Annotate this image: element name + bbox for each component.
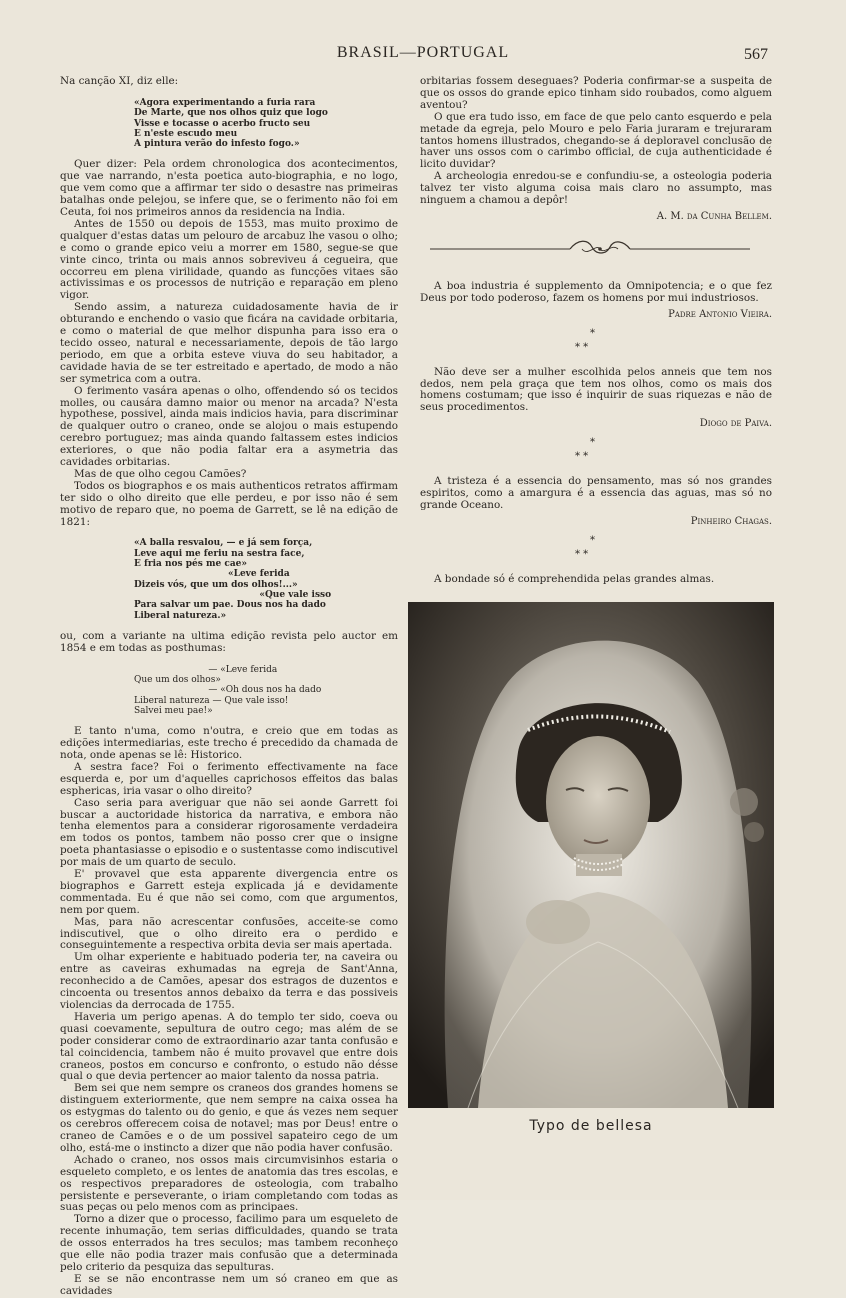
poem-garrett-1854 <box>134 665 398 716</box>
paragraph: A archeologia enredou-se e confundiu-se, a osteologia poderia talvez ter visto alguma coisa mais claro no assumpto, mas ninguem a chamou a depôr! <box>420 170 772 207</box>
paragraph: Todos os biographos e os mais authenticos retratos affirmam ter sido o olho direito que elle perdeu, e por isso não é sem motivo de reparo que, no poema de Garrett, se lê na edição de 1821: <box>60 479 398 528</box>
left-column <box>60 75 398 1297</box>
quote-text: A bondade só é comprehendida pelas grandes almas. <box>434 572 715 585</box>
poem-garrett-1821 <box>134 538 398 620</box>
poem-line: Dizeis vós, que um dos olhos!...» <box>134 579 298 590</box>
poem-line: Salvei meu pae!» <box>134 705 213 716</box>
asterism <box>420 534 772 562</box>
quote-text: A boa industria é supplemento da Omnipotencia; e o que fez Deus por todo poderoso, fazem os homens por mui industriosos. <box>420 279 772 304</box>
author-signature: A. M. da Cunha Bellem. <box>656 210 772 222</box>
poem-line: «Leve ferida <box>134 569 290 580</box>
asterism-line: * <box>590 327 595 339</box>
paragraph: Achado o craneo, nos ossos mais circumvisinhos estaria o esqueleto completo, e os lentes de anatomia das tres escolas, e os respectivos preparadores de osteologia, com trabalho persistente e perseverante, o iriam completando com todas as suas peças ou pelo menos com as principaes. <box>60 1153 398 1214</box>
quote-author: Pinheiro Chagas. <box>690 515 772 527</box>
quote-text: Não deve ser a mulher escolhida pelos anneis que tem nos dedos, nem pela graça que tem nos olhos, como os mais dos homens costumam; que isso é inquirir de suas riquezas e não de seus procedimentos. <box>420 365 772 414</box>
poem-cancao-xi <box>134 98 398 149</box>
poem-line: «A balla resvalou, — e já sem força, <box>134 538 313 549</box>
paragraph: E tanto n'uma, como n'outra, e creio que em todas as edições intermediarias, este trecho é precedido da chamada de nota, onde apenas se lê: Historico. <box>60 725 398 761</box>
poem-line: «Agora experimentando a furia rara <box>134 97 316 108</box>
asterism-line: * * <box>575 341 589 353</box>
right-column <box>420 76 772 586</box>
page-title: BRASIL—PORTUGAL <box>336 44 510 61</box>
quote-text: A tristeza é a essencia do pensamento, mas só nos grandes espiritos, como a amargura é a essencia das aguas, mas só no grande Oceano. <box>420 475 772 511</box>
paragraph: A sestra face? Foi o ferimento effectivamente na face esquerda e, por um d'aquelles caprichosos effeitos das balas esphericas, iria vasar o olho direito? <box>60 760 398 797</box>
poem-line: Leve aqui me feriu na sestra face, <box>134 548 305 559</box>
poem-line: A pintura verão do infesto fogo.» <box>134 139 300 150</box>
paragraph: Caso seria para averiguar que não sei aonde Garrett foi buscar a auctoridade historica da narrativa, e embora não tenha elementos para a considerar rigorosamente verdadeira em todos os pontos, tambem não posso crer que o insigne poeta phantasiasse o episodio e o sustentasse como indiscutivel por mais de um quarto de seculo. <box>60 796 398 869</box>
paragraph: Mas de que olho cegou Camões? <box>74 467 247 480</box>
page-number: 567 <box>744 46 768 63</box>
poem-line: Para salvar um pae. Dous nos ha dado <box>134 600 326 611</box>
paragraph: O que era tudo isso, em face de que pelo canto esquerdo e pela metade da egreja, pelo Mouro e pelo Faria juraram e trejuraram tantos homens illustrados, chegando-se á deploravel conclusão de haver uns ossos com o carimbo official, de cuja authenticidade é licito duvidar? <box>420 110 772 171</box>
paragraph: Quer dizer: Pela ordem chronologica dos acontecimentos, que vae narrando, n'esta poetica auto-biographia, e no logo, que vem como que a affirmar ter sido o desastre nas primeiras batalhas onde pelejou, se infere que, se o ferimento não foi em Ceuta, foi nos primeiros annos da residencia na India. <box>60 158 398 219</box>
asterism-line: * * <box>575 548 589 560</box>
poem-line: Liberal natureza — Que vale isso! <box>134 695 289 706</box>
paragraph: E se se não encontrasse nem um só craneo em que as cavidades <box>60 1272 398 1297</box>
asterism <box>420 436 772 464</box>
poem-line: E n'este escudo meu <box>134 128 238 139</box>
ornament-divider <box>420 237 772 261</box>
paragraph: Antes de 1550 ou depois de 1553, mas muito proximo de qualquer d'estas datas um pelouro de arcabuz lhe vasou o olho; e como o grande epico veiu a morrer em 1580, segue-se que vinte cinco, trinta ou mais annos sobreviveu á cegueira, que occorreu em plena virilidade, quando as funcções vitaes são activissimas e os processos de nutrição e reparação em pleno vigor. <box>60 217 398 302</box>
asterism-line: * * <box>575 451 589 463</box>
quote-author: Diogo de Paiva. <box>699 418 772 430</box>
paragraph: Torno a dizer que o processo, facilimo para um esqueleto de recente inhumação, tem serias difficuldades, quando se trata de ossos enterrados ha tres seculos; mas tambem reconheço que elle não podia trazer mais confusão que a determinada pelo criterio da pesquiza das sepulturas. <box>60 1213 398 1273</box>
asterism-line: * <box>590 437 595 449</box>
paragraph: Bem sei que nem sempre os craneos dos grandes homens se distinguem exteriormente, que nem sempre na caixa ossea ha os estygmas do talento ou do genio, e que ás vezes nem sequer os cerebros offerecem coisa de notavel; mas por Deus! entre o craneo de Camões e o de um possivel sapateiro cego de um olho, está-me o instincto a dizer que não podia haver confusão. <box>60 1082 398 1154</box>
asterism-line: * <box>590 534 595 546</box>
paragraph: Mas, para não acrescentar confusões, acceite-se como indiscutivel, que o olho direito era o perdido e conseguintemente a respectiva orbita devia ser mais apertada. <box>60 915 398 952</box>
paragraph: Um olhar experiente e habituado poderia ter, na caveira ou entre as caveiras exhumadas na egreja de Sant'Anna, reconhecido a de Camões, apesar dos estragos de duzentos e cincoenta ou tresentos annos debaixo da terra e das possiveis violencias da derrocada de 1755. <box>60 951 398 1011</box>
poem-line: Liberal natureza.» <box>134 610 227 621</box>
intro-line: Na canção XI, diz elle: <box>60 75 179 87</box>
paragraph: E' provavel que esta apparente divergencia entre os biographos e Garrett esteja explicada já e devidamente commentada. Eu é que não sei como, com que argumentos, nem por quem. <box>60 868 398 916</box>
paragraph: orbitarias fossem deseguaes? Poderia confirmar-se a suspeita de que os ossos do grande epico tinham sido roubados, como alguem aventou? <box>420 75 772 111</box>
asterism <box>420 327 772 355</box>
paragraph: O ferimento vasára apenas o olho, offendendo só os tecidos molles, ou causára damno maior ou menor na arcada? N'esta hypothese, possivel, ainda mais indicios havia, para discriminar de qualquer outro o craneo, onde se alojou o mais estupendo cerebro portuguez; mas ainda quando faltassem estes indicios exteriores, o que não podia faltar era a asymetria das cavidades orbitarias. <box>60 384 398 469</box>
portrait-photo <box>408 602 774 1108</box>
poem-line: Visse e tocasse o acerbo fructo seu <box>134 118 311 129</box>
paragraph: Sendo assim, a natureza cuidadosamente havia de ir obturando e enchendo o vasio que ficára na cavidade orbitaria, e como o material de que melhor dispunha para isso era o tecido osseo, natural e necessariamente, depois de tão largo periodo, em que a orbita esteve viuva do seu habitador, a cavidade havia de se ter estreitado e apertado, de modo a não ser symetrica com a outra. <box>60 301 398 385</box>
poem-line: — «Oh dous nos ha dado <box>134 685 322 696</box>
paragraph: Haveria um perigo apenas. A do templo ter sido, coeva ou quasi coevamente, sepultura de outro cego; mas além de se poder considerar como de extraordinario azar tanta confusão e tal coincidencia, tambem não é muito provavel que entre dois craneos, postos em concurso e confronto, o estudo não désse qual o que devia pertencer ao maior talento da nossa patria. <box>60 1010 398 1083</box>
poem-line: «Que vale isso <box>134 589 332 600</box>
quote-author: Padre Antonio Vieira. <box>668 308 772 320</box>
photo-caption: Typo de bellesa <box>529 1118 653 1134</box>
poem-line: E fria nos pés me cae» <box>134 559 248 570</box>
poem-line: — «Leve ferida <box>134 664 278 675</box>
poem-line: De Marte, que nos olhos quiz que logo <box>134 108 328 119</box>
paragraph: ou, com a variante na ultima edição revista pelo auctor em 1854 e em todas as posthumas: <box>60 629 398 654</box>
poem-line: Que um dos olhos» <box>134 674 221 685</box>
